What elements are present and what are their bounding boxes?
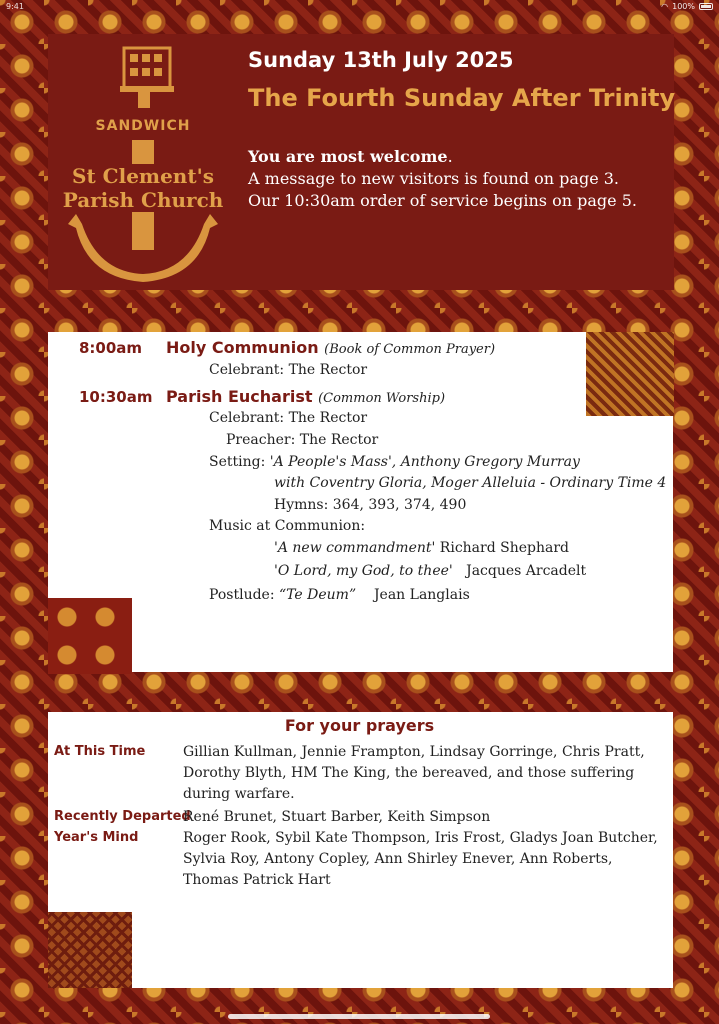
status-indicators (661, 2, 713, 11)
setting-extra (274, 475, 666, 491)
logo-name (58, 164, 228, 212)
years-mind-label: Year's Mind (54, 830, 139, 845)
setting-label: Setting: (209, 454, 266, 470)
service-date: Sunday 13th July 2025 (248, 48, 514, 72)
logo-name-line1: St Clement's (72, 164, 214, 188)
logo-town: SANDWICH (95, 118, 191, 134)
status-time: 9:41 (6, 2, 24, 11)
prayers-heading: For your prayers (284, 716, 435, 735)
setting-value: 'A People's Mass', Anthony Gregory Murray (269, 454, 580, 470)
decorative-tile (48, 912, 132, 988)
postlude-title: “Te Deum” (279, 587, 357, 603)
years-mind-list: Roger Rook, Sybil Kate Thompson, Iris Frost, Gladys Joan Butcher, Sylvia Roy, Antony Copley, Ann Shirley Enever, Ann Roberts, Thomas Patrick Hart (183, 830, 658, 888)
order-note: Our 10:30am order of service begins on page 5. (248, 191, 637, 210)
postlude (209, 587, 470, 603)
service-title: Parish Eucharist (166, 387, 313, 406)
welcome-heading: You are most welcome (248, 147, 448, 166)
recently-departed-list: René Brunet, Stuart Barber, Keith Simpson (183, 809, 491, 825)
anchor-icon (58, 42, 228, 282)
preacher: Preacher: The Rector (226, 432, 379, 448)
service-rite: (Common Worship) (318, 391, 446, 406)
setting (209, 454, 580, 470)
home-indicator[interactable] (228, 1014, 490, 1019)
battery-icon (699, 3, 713, 10)
service-time: 8:00am (79, 339, 143, 357)
at-this-time-label: At This Time (54, 744, 146, 759)
logo-name-line2: Parish Church (62, 188, 224, 212)
music-title: 'O Lord, my God, to thee' (274, 563, 453, 579)
setting-extra-text: with Coventry Gloria, Moger Alleluia - Ordinary Time 4 (274, 475, 667, 491)
church-logo (58, 42, 228, 282)
service-rite: (Book of Common Prayer) (324, 342, 496, 357)
celebrant: Celebrant: The Rector (209, 410, 368, 426)
welcome-period: . (447, 147, 453, 166)
service-name (166, 338, 495, 357)
service-name (166, 387, 445, 406)
recently-departed-label: Recently Departed (54, 809, 191, 824)
music-label: Music at Communion: (209, 518, 366, 534)
music-item (274, 563, 586, 579)
music-composer: Jacques Arcadelt (466, 563, 587, 579)
hymns: Hymns: 364, 393, 374, 490 (274, 497, 467, 513)
music-composer: Richard Shephard (439, 540, 569, 556)
decorative-tile (48, 598, 132, 674)
liturgical-occasion: The Fourth Sunday After Trinity (248, 84, 676, 112)
music-title: 'A new commandment' (274, 540, 436, 556)
status-bar (0, 2, 719, 14)
postlude-composer: Jean Langlais (373, 587, 470, 603)
service-time: 10:30am (79, 388, 153, 406)
battery-percent: 100% (672, 2, 695, 11)
celebrant: Celebrant: The Rector (209, 362, 368, 378)
wifi-icon: ◠ (661, 2, 669, 11)
welcome-message (248, 146, 637, 212)
music-item (274, 540, 569, 556)
postlude-label: Postlude: (209, 587, 275, 603)
service-title: Holy Communion (166, 338, 319, 357)
visitor-note: A message to new visitors is found on page 3. (248, 169, 620, 188)
at-this-time-list: Gillian Kullman, Jennie Frampton, Lindsay Gorringe, Chris Pratt, Dorothy Blyth, HM The King, the bereaved, and those suffering during warfare. (183, 744, 645, 802)
header-banner (48, 34, 674, 290)
decorative-tile (586, 332, 674, 416)
